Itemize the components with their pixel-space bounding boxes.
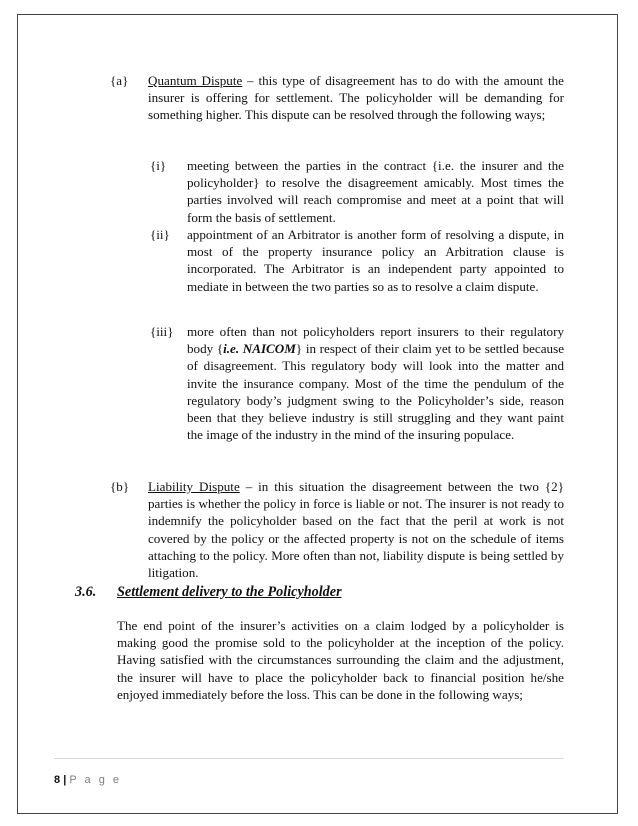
regulator-emphasis: i.e. NAICOM bbox=[223, 341, 296, 357]
sub-item-ii-label: {ii} bbox=[150, 227, 170, 242]
section-title: Settlement delivery to the Policyholder bbox=[117, 584, 342, 600]
footer-divider bbox=[54, 758, 564, 759]
page-word: P a g e bbox=[69, 774, 122, 786]
section-paragraph: The end point of the insurer’s activities on a claim lodged by a policyholder is making good the promise sold to the policyholder at the inception of the policy. Having satisfied with the circumstances surrounding the claim and the adjustment, the insurer will have to place the policyholder back to financial position he/she enjoyed immediately before the loss. This can be done in the following ways; bbox=[117, 618, 564, 702]
item-a-paragraph bbox=[148, 72, 564, 124]
item-b-term: Liability Dispute bbox=[148, 479, 240, 494]
sub-item-i-label: {i} bbox=[150, 158, 167, 173]
footer-separator: | bbox=[63, 774, 67, 786]
item-a-term: Quantum Dispute bbox=[148, 73, 243, 88]
sub-item-iii-label: {iii} bbox=[150, 324, 174, 339]
page-footer bbox=[54, 774, 122, 786]
sub-item-iii-text-after: } in respect of their claim yet to be settled because of disagreement. This regulatory body will look into the matter and invite the insurance company. Most of the time the pendulum of the regulatory body’s judgment swing to the Policyholder’s side, reason been that they believe industry is still struggling and they want paint the image of the industry in the mind of the insuring populace. bbox=[187, 341, 565, 443]
item-a-label: {a} bbox=[110, 73, 129, 88]
item-b-label: {b} bbox=[110, 479, 130, 494]
section-number: 3.6. bbox=[75, 584, 97, 600]
sub-item-iii-paragraph bbox=[187, 323, 564, 443]
item-b-text: – in this situation the disagreement between the two {2} parties is whether the policy in force is liable or not. The insurer is not ready to indemnify the policyholder based on the fact that the peril at work is not covered by the policy or the affected property is not on the schedule of items attaching to the policy. More often than not, liability dispute is being settled by litigation. bbox=[148, 479, 564, 581]
sub-item-iii-text-before: more often than not policyholders report insurers to their regulatory body { bbox=[187, 324, 564, 357]
item-b-paragraph bbox=[148, 478, 564, 581]
sub-item-i-text: meeting between the parties in the contract {i.e. the insurer and the policyholder} to resolve the disagreement amicably. Most times the parties involved will reach compromise and meet at a point that will form the basis of settlement. bbox=[187, 158, 564, 225]
page-number: 8 bbox=[54, 774, 61, 786]
item-a-text: – this type of disagreement has to do with the amount the insurer is offering for settlement. The policyholder will be demanding for something higher. This dispute can be resolved through the following ways; bbox=[148, 73, 564, 123]
sub-item-ii-text: appointment of an Arbitrator is another form of resolving a dispute, in most of the property insurance policy an Arbitration clause is incorporated. The Arbitrator is an independent party appointed to mediate in between the two parties so as to resolve a claim dispute. bbox=[187, 227, 564, 294]
